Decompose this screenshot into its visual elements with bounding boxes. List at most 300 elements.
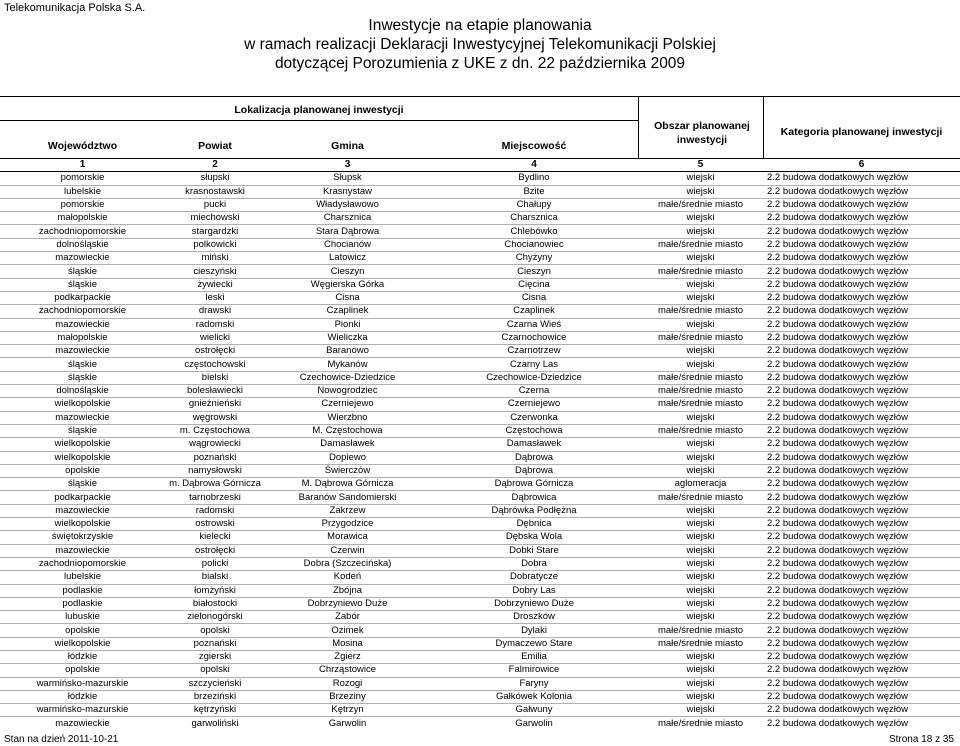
gmina-cell: Przygodzice (265, 518, 430, 531)
obszar-cell: wiejski (638, 438, 763, 451)
kategoria-cell: 2.2 budowa dodatkowych węzłów (763, 265, 960, 278)
gmina-cell: Świerczów (265, 464, 430, 477)
gmina-cell: Czaplinek (265, 305, 430, 318)
wojewodztwo-cell: mazowieckie (0, 252, 165, 265)
footer-date: Stan na dzień 2011-10-21 (4, 734, 119, 745)
wojewodztwo-cell: mazowieckie (0, 345, 165, 358)
powiat-cell: poznański (165, 637, 265, 650)
powiat-cell: zgierski (165, 650, 265, 663)
obszar-cell: wiejski (638, 464, 763, 477)
wojewodztwo-cell: śląskie (0, 278, 165, 291)
gmina-cell: Władysławowo (265, 198, 430, 211)
table-row (0, 664, 960, 677)
column-number: 6 (763, 159, 960, 172)
table-row (0, 172, 960, 185)
wojewodztwo-cell: mazowieckie (0, 504, 165, 517)
table-row (0, 265, 960, 278)
table-row (0, 411, 960, 424)
table-row (0, 531, 960, 544)
powiat-cell: leski (165, 291, 265, 304)
title-line-2: w ramach realizacji Deklaracji Inwestycyjnej Telekomunikacji Polskiej (244, 36, 716, 53)
kategoria-cell: 2.2 budowa dodatkowych węzłów (763, 504, 960, 517)
miejscowosc-cell: Droszków (430, 611, 638, 624)
obszar-cell: małe/średnie miasto (638, 305, 763, 318)
obszar-cell: małe/średnie miasto (638, 265, 763, 278)
wojewodztwo-cell: mazowieckie (0, 717, 165, 730)
obszar-cell: wiejski (638, 611, 763, 624)
miejscowosc-cell: Cieszyn (430, 265, 638, 278)
wojewodztwo-cell: warmińsko-mazurskie (0, 677, 165, 690)
table-row (0, 451, 960, 464)
wojewodztwo-header: Województwo (47, 140, 118, 152)
powiat-cell: gnieźnieński (165, 398, 265, 411)
obszar-cell: wiejski (638, 571, 763, 584)
powiat-cell: radomski (165, 504, 265, 517)
powiat-cell: miechowski (165, 212, 265, 225)
table-row (0, 371, 960, 384)
obszar-cell: wiejski (638, 504, 763, 517)
table-row (0, 478, 960, 491)
gmina-cell: Garwolin (265, 717, 430, 730)
powiat-cell: węgrowski (165, 411, 265, 424)
table-row (0, 225, 960, 238)
kategoria-cell: 2.2 budowa dodatkowych węzłów (763, 637, 960, 650)
kategoria-cell: 2.2 budowa dodatkowych węzłów (763, 518, 960, 531)
wojewodztwo-cell: podkarpackie (0, 291, 165, 304)
wojewodztwo-cell: podlaskie (0, 597, 165, 610)
gmina-cell: Chrząstowice (265, 664, 430, 677)
powiat-cell: m. Częstochowa (165, 424, 265, 437)
obszar-cell: małe/średnie miasto (638, 637, 763, 650)
obszar-cell: wiejski (638, 518, 763, 531)
powiat-cell: m. Dąbrowa Górnicza (165, 478, 265, 491)
obszar-cell: wiejski (638, 172, 763, 185)
miejscowosc-cell: Bydlino (430, 172, 638, 185)
miejscowosc-cell: Dymaczewo Stare (430, 637, 638, 650)
miejscowosc-cell: Dąbrówka Podłężna (430, 504, 638, 517)
gmina-cell: Damasławek (265, 438, 430, 451)
powiat-cell: kielecki (165, 531, 265, 544)
kategoria-cell: 2.2 budowa dodatkowych węzłów (763, 624, 960, 637)
obszar-cell: wiejski (638, 278, 763, 291)
miejscowosc-cell: Czarny Las (430, 358, 638, 371)
table-row (0, 491, 960, 504)
powiat-cell: słupski (165, 172, 265, 185)
table-row (0, 345, 960, 358)
table-row (0, 252, 960, 265)
miejscowosc-cell: Dąbrowa Górnicza (430, 478, 638, 491)
table-row (0, 584, 960, 597)
table-row (0, 611, 960, 624)
powiat-cell: bialski (165, 571, 265, 584)
kategoria-cell: 2.2 budowa dodatkowych węzłów (763, 584, 960, 597)
wojewodztwo-cell: pomorskie (0, 198, 165, 211)
wojewodztwo-cell: świętokrzyskie (0, 531, 165, 544)
obszar-cell: małe/średnie miasto (638, 198, 763, 211)
kategoria-cell: 2.2 budowa dodatkowych węzłów (763, 172, 960, 185)
table-row (0, 291, 960, 304)
table-row (0, 677, 960, 690)
wojewodztwo-cell: wielkopolskie (0, 518, 165, 531)
miejscowosc-cell: Falmirowice (430, 664, 638, 677)
wojewodztwo-cell: warmińsko-mazurskie (0, 704, 165, 717)
obszar-cell: wiejski (638, 557, 763, 570)
miejscowosc-cell: Dębnica (430, 518, 638, 531)
table-row (0, 717, 960, 730)
miejscowosc-cell: Charsznica (430, 212, 638, 225)
table-row (0, 704, 960, 717)
powiat-cell: ostrołęcki (165, 544, 265, 557)
table-row (0, 185, 960, 198)
kategoria-cell: 2.2 budowa dodatkowych węzłów (763, 411, 960, 424)
kategoria-header: Kategoria planowanej inwestycji (780, 126, 943, 138)
powiat-cell: wągrowiecki (165, 438, 265, 451)
wojewodztwo-cell: opolskie (0, 624, 165, 637)
powiat-cell: poznański (165, 451, 265, 464)
obszar-cell: małe/średnie miasto (638, 624, 763, 637)
company-name: Telekomunikacja Polska S.A. (4, 2, 146, 14)
gmina-cell: Zakrzew (265, 504, 430, 517)
gmina-cell: Nowogrodziec (265, 385, 430, 398)
miejscowosc-cell: Cisna (430, 291, 638, 304)
kategoria-cell: 2.2 budowa dodatkowych węzłów (763, 212, 960, 225)
miejscowosc-cell: Dąbrowica (430, 491, 638, 504)
table-row (0, 597, 960, 610)
obszar-cell: wiejski (638, 252, 763, 265)
powiat-cell: garwoliński (165, 717, 265, 730)
miejscowosc-cell: Dobra (430, 557, 638, 570)
kategoria-cell: 2.2 budowa dodatkowych węzłów (763, 690, 960, 703)
miejscowosc-cell: Czerniejewo (430, 398, 638, 411)
gmina-cell: Stara Dąbrowa (265, 225, 430, 238)
miejscowosc-cell: Gałwuny (430, 704, 638, 717)
obszar-cell: małe/średnie miasto (638, 371, 763, 384)
gmina-cell: Zgierz (265, 650, 430, 663)
wojewodztwo-cell: opolskie (0, 664, 165, 677)
wojewodztwo-cell: wielkopolskie (0, 438, 165, 451)
wojewodztwo-cell: lubuskie (0, 611, 165, 624)
wojewodztwo-cell: mazowieckie (0, 544, 165, 557)
table-row (0, 544, 960, 557)
powiat-cell: łomżyński (165, 584, 265, 597)
gmina-cell: Kętrzyn (265, 704, 430, 717)
table-row (0, 424, 960, 437)
title-line-3: dotyczącej Porozumienia z UKE z dn. 22 października 2009 (274, 55, 686, 72)
miejscowosc-cell: Czaplinek (430, 305, 638, 318)
table-row (0, 690, 960, 703)
kategoria-cell: 2.2 budowa dodatkowych węzłów (763, 464, 960, 477)
table-row (0, 438, 960, 451)
kategoria-cell: 2.2 budowa dodatkowych węzłów (763, 198, 960, 211)
table-row (0, 504, 960, 517)
wojewodztwo-cell: dolnośląskie (0, 385, 165, 398)
gmina-cell: Chocianów (265, 238, 430, 251)
miejscowosc-cell: Dębska Wola (430, 531, 638, 544)
wojewodztwo-cell: pomorskie (0, 172, 165, 185)
miejscowosc-cell: Czarnotrzew (430, 345, 638, 358)
miejscowosc-cell: Dobrzyniewo Duże (430, 597, 638, 610)
miejscowosc-cell: Czarna Wieś (430, 318, 638, 331)
obszar-cell: wiejski (638, 291, 763, 304)
table-row (0, 571, 960, 584)
powiat-cell: ostrowski (165, 518, 265, 531)
kategoria-cell: 2.2 budowa dodatkowych węzłów (763, 571, 960, 584)
obszar-cell: wiejski (638, 345, 763, 358)
obszar-cell: wiejski (638, 704, 763, 717)
column-number: 4 (430, 159, 638, 172)
miejscowosc-cell: Dąbrowa (430, 451, 638, 464)
kategoria-cell: 2.2 budowa dodatkowych węzłów (763, 677, 960, 690)
wojewodztwo-cell: lubelskie (0, 185, 165, 198)
powiat-cell: pucki (165, 198, 265, 211)
table-row (0, 398, 960, 411)
obszar-cell: wiejski (638, 212, 763, 225)
column-numbers-row (0, 159, 960, 172)
wojewodztwo-cell: śląskie (0, 265, 165, 278)
wojewodztwo-cell: śląskie (0, 424, 165, 437)
table-row (0, 198, 960, 211)
table-row (0, 212, 960, 225)
powiat-cell: brzeziński (165, 690, 265, 703)
gmina-cell: Baranowo (265, 345, 430, 358)
gmina-cell: Cisna (265, 291, 430, 304)
kategoria-cell: 2.2 budowa dodatkowych węzłów (763, 424, 960, 437)
wojewodztwo-cell: zachodniopomorskie (0, 225, 165, 238)
obszar-cell: wiejski (638, 451, 763, 464)
kategoria-cell: 2.2 budowa dodatkowych węzłów (763, 318, 960, 331)
kategoria-cell: 2.2 budowa dodatkowych węzłów (763, 278, 960, 291)
gmina-cell: Dopiewo (265, 451, 430, 464)
miejscowosc-cell: Chocianowiec (430, 238, 638, 251)
table-row (0, 464, 960, 477)
table-row (0, 305, 960, 318)
powiat-cell: zielonogórski (165, 611, 265, 624)
powiat-cell: opolski (165, 624, 265, 637)
miejscowosc-cell: Czerwonka (430, 411, 638, 424)
table-row (0, 518, 960, 531)
obszar-cell: małe/średnie miasto (638, 238, 763, 251)
gmina-cell: Mykanów (265, 358, 430, 371)
gmina-cell: Morawica (265, 531, 430, 544)
obszar-cell: małe/średnie miasto (638, 491, 763, 504)
miejscowosc-cell: Chyżyny (430, 252, 638, 265)
gmina-cell: Brzeziny (265, 690, 430, 703)
table-row (0, 650, 960, 663)
kategoria-cell: 2.2 budowa dodatkowych węzłów (763, 491, 960, 504)
obszar-cell: małe/średnie miasto (638, 424, 763, 437)
kategoria-cell: 2.2 budowa dodatkowych węzłów (763, 331, 960, 344)
wojewodztwo-cell: mazowieckie (0, 318, 165, 331)
gmina-cell: Wierzbno (265, 411, 430, 424)
gmina-cell: M. Dąbrowa Górnicza (265, 478, 430, 491)
kategoria-cell: 2.2 budowa dodatkowych węzłów (763, 252, 960, 265)
wojewodztwo-cell: podlaskie (0, 584, 165, 597)
lokalizacja-underline (0, 120, 638, 121)
lokalizacja-header: Lokalizacja planowanej inwestycji (234, 104, 404, 116)
powiat-cell: stargardzki (165, 225, 265, 238)
table-row (0, 637, 960, 650)
powiat-cell: cieszyński (165, 265, 265, 278)
wojewodztwo-cell: małopolskie (0, 212, 165, 225)
wojewodztwo-cell: mazowieckie (0, 411, 165, 424)
wojewodztwo-cell: śląskie (0, 478, 165, 491)
gmina-cell: Czerwin (265, 544, 430, 557)
powiat-cell: miński (165, 252, 265, 265)
miejscowosc-cell: Dąbrowa (430, 464, 638, 477)
kategoria-cell: 2.2 budowa dodatkowych węzłów (763, 385, 960, 398)
miejscowosc-header: Miejscowość (501, 140, 567, 152)
kategoria-cell: 2.2 budowa dodatkowych węzłów (763, 597, 960, 610)
miejscowosc-cell: Chlebówko (430, 225, 638, 238)
wojewodztwo-cell: śląskie (0, 358, 165, 371)
miejscowosc-cell: Cięcina (430, 278, 638, 291)
table-row (0, 624, 960, 637)
wojewodztwo-cell: łódzkie (0, 650, 165, 663)
powiat-cell: żywiecki (165, 278, 265, 291)
gmina-cell: Baranów Sandomierski (265, 491, 430, 504)
column-number: 5 (638, 159, 763, 172)
powiat-cell: radomski (165, 318, 265, 331)
gmina-header: Gmina (331, 140, 364, 152)
miejscowosc-cell: Dobry Las (430, 584, 638, 597)
wojewodztwo-cell: lubelskie (0, 571, 165, 584)
gmina-cell: Czechowice-Dziedzice (265, 371, 430, 384)
obszar-cell: wiejski (638, 318, 763, 331)
obszar-cell: małe/średnie miasto (638, 385, 763, 398)
wojewodztwo-cell: opolskie (0, 464, 165, 477)
title-line-1: Inwestycje na etapie planowania (368, 17, 592, 34)
obszar-cell: wiejski (638, 584, 763, 597)
kategoria-cell: 2.2 budowa dodatkowych węzłów (763, 398, 960, 411)
gmina-cell: Dobra (Szczecińska) (265, 557, 430, 570)
powiat-cell: białostocki (165, 597, 265, 610)
powiat-cell: polkowicki (165, 238, 265, 251)
miejscowosc-cell: Emilia (430, 650, 638, 663)
miejscowosc-cell: Bzite (430, 185, 638, 198)
table-row (0, 385, 960, 398)
table-row (0, 238, 960, 251)
obszar-cell: małe/średnie miasto (638, 331, 763, 344)
obszar-cell: wiejski (638, 677, 763, 690)
kategoria-cell: 2.2 budowa dodatkowych węzłów (763, 478, 960, 491)
powiat-cell: częstochowski (165, 358, 265, 371)
footer-page-number: Strona 18 z 35 (888, 734, 954, 745)
gmina-cell: Zabór (265, 611, 430, 624)
wojewodztwo-cell: łódzkie (0, 690, 165, 703)
gmina-cell: Zbójna (265, 584, 430, 597)
column-number: 3 (265, 159, 430, 172)
obszar-cell: wiejski (638, 358, 763, 371)
kategoria-cell: 2.2 budowa dodatkowych węzłów (763, 704, 960, 717)
kategoria-cell: 2.2 budowa dodatkowych węzłów (763, 185, 960, 198)
miejscowosc-cell: Czechowice-Dziedzice (430, 371, 638, 384)
powiat-cell: opolski (165, 664, 265, 677)
powiat-cell: bielski (165, 371, 265, 384)
wojewodztwo-cell: wielkopolskie (0, 637, 165, 650)
powiat-header: Powiat (198, 140, 232, 152)
investments-table (0, 158, 960, 730)
wojewodztwo-cell: małopolskie (0, 331, 165, 344)
kategoria-cell: 2.2 budowa dodatkowych węzłów (763, 650, 960, 663)
gmina-cell: Kodeń (265, 571, 430, 584)
miejscowosc-cell: Dobratycze (430, 571, 638, 584)
table-body (0, 159, 960, 730)
miejscowosc-cell: Czerna (430, 385, 638, 398)
gmina-cell: Rozogi (265, 677, 430, 690)
obszar-cell: wiejski (638, 597, 763, 610)
gmina-cell: Latowicz (265, 252, 430, 265)
gmina-cell: Czerniejewo (265, 398, 430, 411)
powiat-cell: krasnostawski (165, 185, 265, 198)
miejscowosc-cell: Dobki Stare (430, 544, 638, 557)
obszar-header: Obszar planowanej inwestycji (654, 120, 750, 146)
kategoria-cell: 2.2 budowa dodatkowych węzłów (763, 438, 960, 451)
miejscowosc-cell: Faryny (430, 677, 638, 690)
miejscowosc-cell: Chałupy (430, 198, 638, 211)
gmina-cell: Charsznica (265, 212, 430, 225)
column-number: 1 (0, 159, 165, 172)
obszar-cell: wiejski (638, 664, 763, 677)
kategoria-cell: 2.2 budowa dodatkowych węzłów (763, 291, 960, 304)
table-header (0, 96, 960, 158)
gmina-cell: Dobrzyniewo Duże (265, 597, 430, 610)
kategoria-cell: 2.2 budowa dodatkowych węzłów (763, 717, 960, 730)
document-title (0, 16, 960, 73)
gmina-cell: Węgierska Górka (265, 278, 430, 291)
header-top-border (0, 96, 960, 97)
miejscowosc-cell: Damasławek (430, 438, 638, 451)
powiat-cell: drawski (165, 305, 265, 318)
kategoria-cell: 2.2 budowa dodatkowych węzłów (763, 611, 960, 624)
kategoria-cell: 2.2 budowa dodatkowych węzłów (763, 557, 960, 570)
gmina-cell: Ozimek (265, 624, 430, 637)
kategoria-cell: 2.2 budowa dodatkowych węzłów (763, 664, 960, 677)
table-row (0, 278, 960, 291)
wojewodztwo-cell: wielkopolskie (0, 398, 165, 411)
powiat-cell: kętrzyński (165, 704, 265, 717)
gmina-cell: Wieliczka (265, 331, 430, 344)
kategoria-cell: 2.2 budowa dodatkowych węzłów (763, 358, 960, 371)
table-row (0, 358, 960, 371)
gmina-cell: Mosina (265, 637, 430, 650)
kategoria-cell: 2.2 budowa dodatkowych węzłów (763, 225, 960, 238)
kategoria-cell: 2.2 budowa dodatkowych węzłów (763, 451, 960, 464)
obszar-cell: wiejski (638, 185, 763, 198)
obszar-cell: wiejski (638, 690, 763, 703)
powiat-cell: tarnobrzeski (165, 491, 265, 504)
obszar-cell: wiejski (638, 650, 763, 663)
powiat-cell: bolesławiecki (165, 385, 265, 398)
wojewodztwo-cell: zachodniopomorskie (0, 557, 165, 570)
kategoria-cell: 2.2 budowa dodatkowych węzłów (763, 544, 960, 557)
obszar-cell: wiejski (638, 225, 763, 238)
wojewodztwo-cell: dolnośląskie (0, 238, 165, 251)
obszar-cell: wiejski (638, 531, 763, 544)
kategoria-cell: 2.2 budowa dodatkowych węzłów (763, 305, 960, 318)
miejscowosc-cell: Garwolin (430, 717, 638, 730)
kategoria-cell: 2.2 budowa dodatkowych węzłów (763, 345, 960, 358)
gmina-cell: Cieszyn (265, 265, 430, 278)
gmina-cell: M. Częstochowa (265, 424, 430, 437)
header-divider (638, 96, 639, 158)
powiat-cell: wielicki (165, 331, 265, 344)
powiat-cell: szczycieński (165, 677, 265, 690)
wojewodztwo-cell: podkarpackie (0, 491, 165, 504)
gmina-cell: Pionki (265, 318, 430, 331)
powiat-cell: ostrołęcki (165, 345, 265, 358)
obszar-cell: aglomeracja (638, 478, 763, 491)
gmina-cell: Krasnystaw (265, 185, 430, 198)
